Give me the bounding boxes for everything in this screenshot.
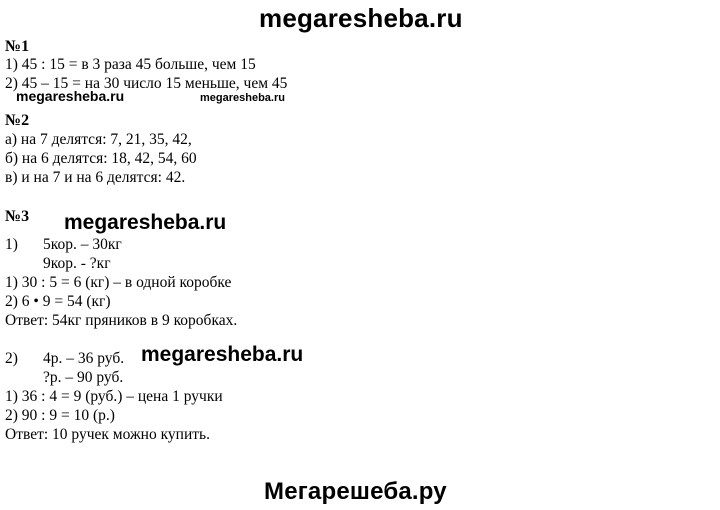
watermark-2: megaresheba.ru: [200, 92, 285, 104]
task2-line3: в) и на 7 и на 6 делятся: 42.: [5, 169, 186, 186]
watermark-3: megaresheba.ru: [64, 211, 227, 234]
task1-number: №1: [5, 38, 30, 55]
task3-part2-condition1: 4р. – 36 руб.: [43, 350, 125, 367]
header-site-title: megaresheba.ru: [259, 3, 463, 33]
task3-part1-label: 1): [5, 236, 18, 253]
task3-part1-condition2: 9кор. - ?кг: [43, 255, 111, 272]
task3-part1-condition1: 5кор. – 30кг: [43, 236, 122, 253]
task3-part2-label: 2): [5, 350, 18, 367]
task2-line2: б) на 6 делятся: 18, 42, 54, 60: [5, 150, 197, 167]
footer-site-title: Мегарешеба.ру: [264, 478, 447, 505]
task3-number: №3: [5, 208, 30, 225]
task2-number: №2: [5, 112, 30, 129]
task3-part1-step2: 2) 6 • 9 = 54 (кг): [5, 293, 111, 310]
watermark-1: megaresheba.ru: [16, 88, 125, 104]
task3-part2-condition2: ?р. – 90 руб.: [43, 369, 124, 386]
task3-part1-answer: Ответ: 54кг пряников в 9 коробках.: [5, 312, 238, 329]
task1-line1: 1) 45 : 15 = в 3 раза 45 больше, чем 15: [5, 56, 256, 73]
task3-part2-answer: Ответ: 10 ручек можно купить.: [5, 426, 210, 443]
task3-part1-step1: 1) 30 : 5 = 6 (кг) – в одной коробке: [5, 274, 232, 291]
task3-part2-step1: 1) 36 : 4 = 9 (руб.) – цена 1 ручки: [5, 388, 223, 405]
watermark-4: megaresheba.ru: [141, 343, 304, 366]
task2-line1: а) на 7 делятся: 7, 21, 35, 42,: [5, 131, 192, 148]
task3-part2-step2: 2) 90 : 9 = 10 (р.): [5, 407, 115, 424]
task1-line2: 2) 45 – 15 = на 30 число 15 меньше, чем 45: [5, 75, 288, 92]
